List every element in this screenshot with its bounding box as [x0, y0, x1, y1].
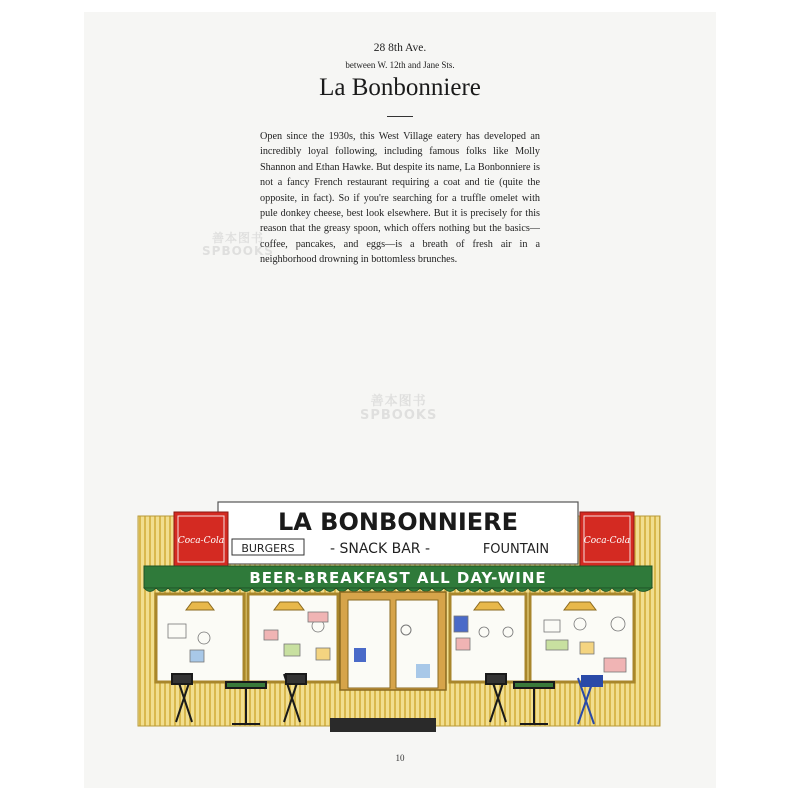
body-paragraph: Open since the 1930s, this West Village eatery has developed an incredibly loyal following, including famous folks like Molly Shannon and Ethan Hawke. But despite its name, La Bonbonniere is not a fancy French restaurant requiring a coat and tie (quite the opposite, in fact). So if you're searching for a truffle omelet with pule donkey cheese, best look elsewhere. But it is precisely for this reason that the greasy spoon, which offers nothing but the basics—coffee, pancakes, and eggs—is a breath of fresh air in a neighborhood drowning in bottomless brunches. — [260, 131, 540, 266]
sign-name: LA BONBONNIERE — [277, 508, 519, 536]
sign-snack-bar: - SNACK BAR - — [329, 541, 431, 557]
awning-text: BEER-BREAKFAST ALL DAY-WINE — [249, 569, 547, 587]
watermark-line2: SPBOOKS — [360, 408, 438, 423]
doormat — [330, 718, 436, 732]
lamp — [274, 602, 304, 610]
watermark-line1: 善本图书 — [211, 231, 264, 245]
lamp — [474, 602, 504, 610]
watermark-partial — [202, 232, 274, 258]
title-divider — [387, 116, 413, 117]
storefront-illustration — [134, 498, 664, 738]
coca-cola-logo-left: Coca-Cola — [177, 536, 225, 546]
watermark-line1: 善本图书 — [370, 394, 427, 409]
page-title: La Bonbonniere — [319, 74, 481, 101]
cross-streets: between W. 12th and Jane Sts. — [345, 60, 455, 70]
page-number: 10 — [395, 753, 405, 763]
door-left — [348, 600, 390, 688]
coca-cola-logo-right: Coca-Cola — [583, 536, 631, 546]
watermark — [360, 395, 437, 423]
watermark-line2: SPBOOKS — [202, 244, 274, 258]
lamp — [564, 602, 596, 610]
book-page — [84, 12, 716, 788]
address: 28 8th Ave. — [373, 42, 427, 54]
sign-burgers: BURGERS — [241, 542, 295, 555]
sign-fountain: FOUNTAIN — [482, 542, 550, 557]
